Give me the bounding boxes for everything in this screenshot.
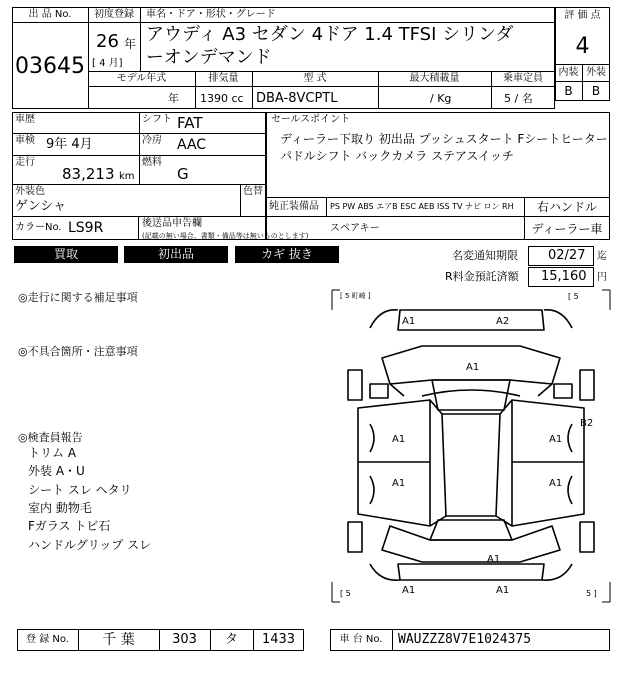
recycle-unit: 円 [597,272,607,283]
equipment-value: PS PW ABS エアB ESC AEB ISS TV ナビ ロン RH [330,202,514,211]
first-reg-year-unit: 年 [124,37,137,51]
exterior-label: 外装 [586,67,606,78]
damage-label: A1 [496,585,510,596]
damage-label: A1 [392,478,406,489]
corner-mark: [ 5 [340,589,351,598]
car-name-line1: アウディ A3 セダン 4ドア 1.4 TFSI シリンダ [146,24,514,45]
model-year-unit: 年 [168,92,179,105]
color-change-label: 色替 [243,186,263,197]
sales-points-line1: ディーラー下取り 初出品 プッシュスタート Fシートヒーター [280,132,608,146]
name-change-value: 02/27 [548,248,586,263]
handle-value: 右ハンドル [536,200,597,214]
displacement-value: 1390 cc [200,92,244,105]
registration-number: 1433 [261,632,296,647]
chassis-label: 車 台 No. [339,634,383,645]
equipment-label: 純正装備品 [269,201,319,212]
inspector-item: 外装 A・U [28,464,85,478]
corner-mark: [ 5 町崎 ] [340,292,371,300]
model-year-label: モデル年式 [116,73,167,84]
chassis-number: WAUZZZ8V7E1024375 [398,632,532,647]
lot-number: 03645 [15,54,85,79]
exterior-value: B [591,84,601,98]
corner-mark: 5 ] [586,589,597,598]
first-reg-year: 26 [96,31,119,52]
first-listing-tag: 初出品 [124,246,228,263]
inspector-item: 室内 動物毛 [28,501,92,515]
color-value: ゲンシャ [15,199,67,214]
ac-label: 冷房 [142,135,162,146]
fuel-label: 燃料 [142,157,162,168]
model-label: 型 式 [303,73,327,84]
history-label: 車歴 [15,114,35,125]
shift-label: シフト [142,114,172,125]
lot-label: 出 品 No. [28,9,72,20]
recycle-value: 15,160 [541,269,587,284]
damage-label: A1 [466,362,480,373]
docs-note: (記載の無い場合、書類・備品等は無いものとします) [142,232,309,240]
interior-value: B [564,84,573,98]
defects-notes-label: ◎不具合箇所・注意事項 [18,345,138,358]
inspector-item: トリム A [28,446,77,460]
max-load-value: / Kg [430,92,452,105]
running-notes-label: ◎走行に関する補足事項 [18,291,138,304]
buy-tag: 買取 [14,246,118,263]
corner-mark: [ 5 [568,292,579,301]
max-load-label: 最大積載量 [409,73,460,84]
car-name-line2: ーオンデマンド [146,47,272,68]
inspector-item: ハンドルグリップ スレ [28,538,152,552]
interior-label: 内装 [558,67,579,78]
color-label: 外装色 [15,186,45,197]
model-value: DBA-8VCPTL [256,91,338,106]
inspector-item: Fガラス トビ石 [28,519,111,533]
damage-label: A2 [496,316,510,327]
damage-label: A1 [487,554,501,565]
inspector-report-label: ◎検査員報告 [18,431,83,444]
damage-label: A1 [402,316,416,327]
name-change-label: 名変通知期限 [452,249,518,262]
displacement-label: 排気量 [208,73,239,84]
key-removed-tag: カギ 抜き [235,246,339,263]
registration-class: 303 [172,632,197,647]
first-reg-label: 初度登録 [94,9,134,20]
registration-kana: タ [224,632,238,647]
sales-points-line2: パドルシフト バックカメラ ステアスイッチ [280,149,514,163]
damage-label: A1 [549,478,563,489]
dealer-value: ディーラー車 [531,222,603,236]
registration-area: 千 葉 [102,632,135,648]
mileage-label: 走行 [15,157,35,168]
recycle-label: R料金預託済額 [445,270,519,283]
inspector-item: シート スレ ヘタリ [28,483,132,497]
sales-points-label: セールスポイント [271,114,351,125]
ac-value: AAC [177,137,207,153]
damage-label: B2 [580,418,594,429]
mileage-value: 83,213 [62,165,115,183]
damage-label: A1 [402,585,416,596]
grade-label: 評 価 点 [564,10,601,21]
car-name-label: 車名・ドア・形状・グレード [146,9,276,20]
docs-label: 後送品申告欄 [142,218,202,229]
inspection-value: 9年 4月 [46,137,93,152]
color-no-value: LS9R [68,220,104,236]
shift-value: FAT [177,114,203,132]
docs-value: スペアキー [330,223,380,234]
mileage-unit: km [119,171,135,182]
fuel-value: G [177,165,189,183]
capacity-value: 5 / 名 [504,92,533,105]
capacity-label: 乗車定員 [503,73,543,84]
inspection-label: 車検 [15,135,35,146]
grade-value: 4 [575,34,590,59]
damage-label: A1 [392,434,406,445]
name-change-unit: 迄 [597,251,607,262]
registration-label: 登 録 No. [26,634,69,645]
car-damage-diagram [330,288,612,604]
damage-label: A1 [549,434,563,445]
first-reg-month: [ 4 月] [92,58,123,69]
color-no-label: カラーNo. [15,222,62,233]
